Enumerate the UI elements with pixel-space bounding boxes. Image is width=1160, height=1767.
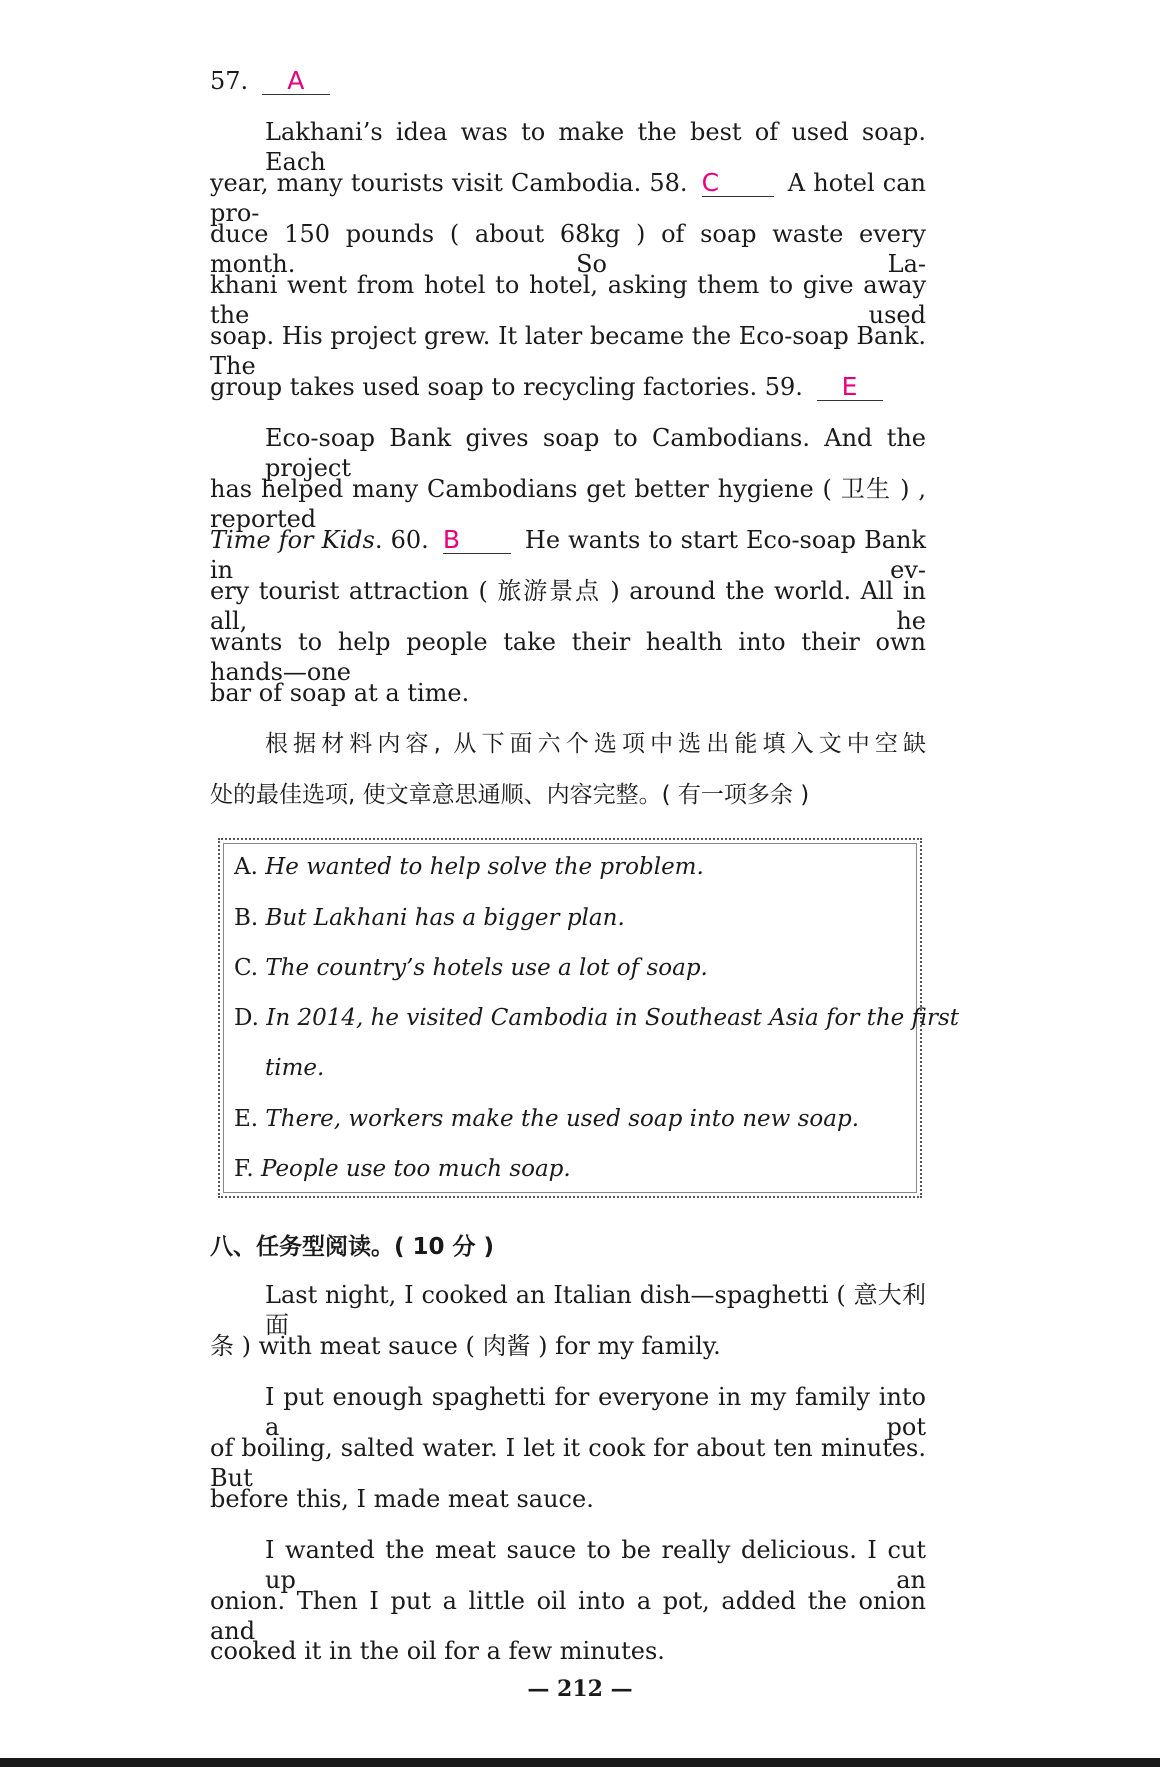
option-text: But Lakhani has a bigger plan. xyxy=(265,905,625,931)
section8-p3-line3: cooked it in the oil for a few minutes. xyxy=(210,1637,665,1665)
answer-blank-60: B xyxy=(443,527,511,554)
option-text: People use too much soap. xyxy=(261,1156,571,1182)
passage1-line2-text: year, many tourists visit Cambodia. 58. xyxy=(210,169,688,197)
option-label: D. xyxy=(234,1005,259,1031)
option-text: There, workers make the used soap into new soap. xyxy=(265,1106,860,1132)
answer-blank-58: C xyxy=(702,170,774,197)
passage1-line5: soap. His project grew. It later became the Eco-soap Bank. The xyxy=(210,322,926,380)
passage2-line2: has helped many Cambodians get better hygiene ( 卫生 ) , reported xyxy=(210,475,926,533)
option-d xyxy=(234,1003,959,1033)
option-label: F. xyxy=(234,1156,254,1182)
answer-blank-59: E xyxy=(817,374,883,401)
option-e xyxy=(234,1104,859,1134)
passage2-line6: bar of soap at a time. xyxy=(210,679,470,707)
passage1-line2-tail: A hotel can pro- xyxy=(210,169,927,227)
option-d-continuation: time. xyxy=(265,1055,325,1081)
passage2-line5: wants to help people take their health into their own hands—one xyxy=(210,628,926,686)
section8-p1-line2: 条 ) with meat sauce ( 肉酱 ) for my family. xyxy=(210,1332,721,1360)
passage1-line3: duce 150 pounds ( about 68kg ) of soap waste every month. So La- xyxy=(210,220,926,278)
option-label: A. xyxy=(234,854,258,880)
passage1-line6-text: group takes used soap to recycling factories. 59. xyxy=(210,373,803,401)
instructions-line2: 处的最佳选项, 使文章意思通顺、内容完整。( 有一项多余 ) xyxy=(210,782,810,808)
section8-p2-line1: I put enough spaghetti for everyone in my family into a pot xyxy=(265,1383,926,1441)
instructions-line1: 根据材料内容, 从下面六个选项中选出能填入文中空缺 xyxy=(265,731,926,757)
option-label: C. xyxy=(234,955,259,981)
option-text: The country’s hotels use a lot of soap. xyxy=(265,955,708,981)
option-f xyxy=(234,1154,571,1184)
answer-blank-57: A xyxy=(262,68,330,95)
source-title: Time for Kids xyxy=(210,526,375,554)
section8-p1-line1: Last night, I cooked an Italian dish—spaghetti ( 意大利面 xyxy=(265,1281,926,1339)
passage1-line4: khani went from hotel to hotel, asking them to give away the used xyxy=(210,271,926,329)
option-label: E. xyxy=(234,1106,259,1132)
bottom-border xyxy=(0,1758,1160,1767)
question-57 xyxy=(210,66,336,96)
passage2-line4: ery tourist attraction ( 旅游景点 ) around the world. All in all, he xyxy=(210,577,926,635)
option-b xyxy=(234,903,625,933)
section8-p3-line1: I wanted the meat sauce to be really delicious. I cut up an xyxy=(265,1536,926,1594)
passage2-line1: Eco-soap Bank gives soap to Cambodians. And the project xyxy=(265,424,926,482)
option-text: In 2014, he visited Cambodia in Southeast Asia for the first xyxy=(266,1005,959,1031)
passage1-line1: Lakhani’s idea was to make the best of used soap. Each xyxy=(265,118,926,176)
option-text: He wanted to help solve the problem. xyxy=(265,854,704,880)
passage1-line6 xyxy=(210,372,889,402)
section8-p2-line2: of boiling, salted water. I let it cook for about ten minutes. But xyxy=(210,1434,926,1492)
option-label: B. xyxy=(234,905,259,931)
passage2-line3-tail: He wants to start Eco-soap Bank in ev- xyxy=(210,526,927,584)
question-number: 57. xyxy=(210,67,249,95)
section8-p3-line2: onion. Then I put a little oil into a pot, added the onion and xyxy=(210,1587,926,1645)
page-number: — 212 — xyxy=(527,1676,633,1702)
section8-p2-line3: before this, I made meat sauce. xyxy=(210,1485,594,1513)
option-c xyxy=(234,953,708,983)
option-a xyxy=(234,852,704,882)
question-60-number: . 60. xyxy=(374,526,429,554)
section-8-heading: 八、任务型阅读。( 10 分 ) xyxy=(210,1234,495,1260)
